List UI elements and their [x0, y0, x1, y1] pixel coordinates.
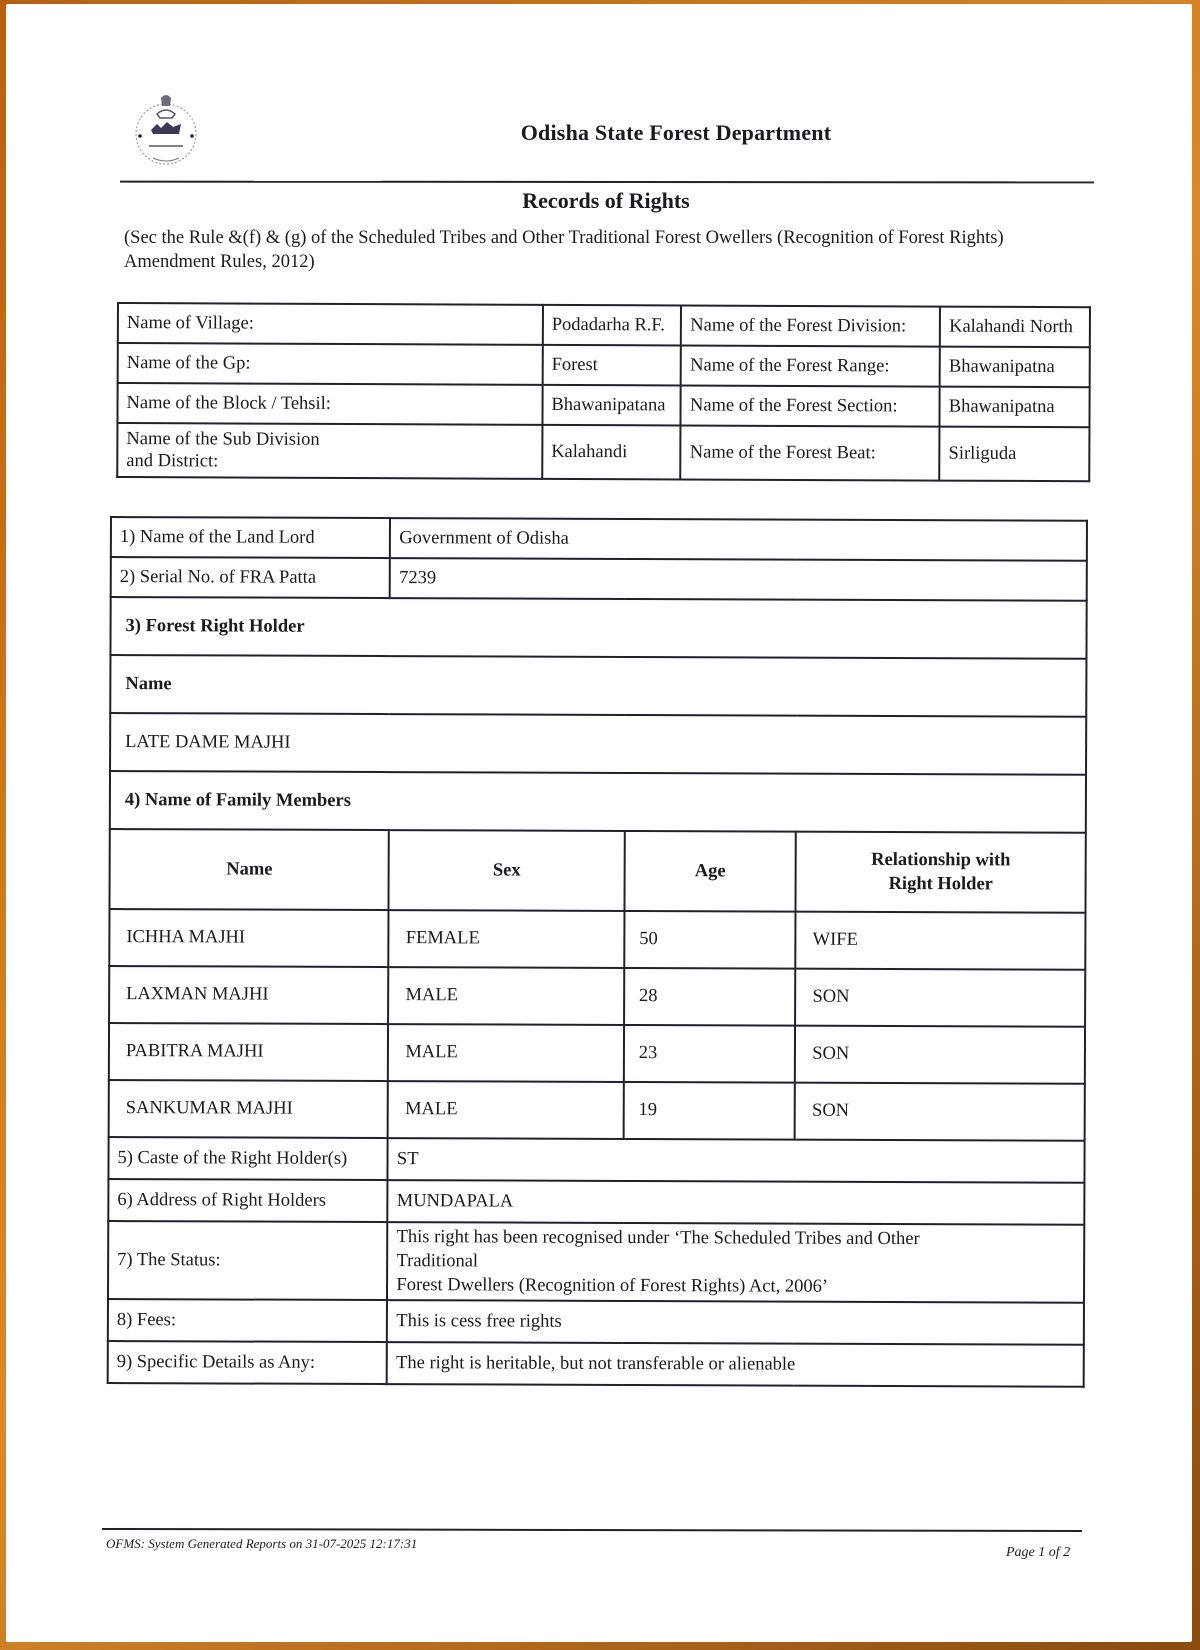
- location-row: [118, 343, 1090, 387]
- sub-division-label: Name of the Sub Division and District:: [117, 423, 542, 479]
- member-relationship: SON: [795, 1083, 1085, 1141]
- block-tehsil-label: Name of the Block / Tehsil:: [117, 383, 542, 425]
- status-value: [387, 1222, 1084, 1303]
- status-row: [108, 1221, 1084, 1303]
- member-relationship: WIFE: [796, 912, 1086, 970]
- land-lord-value: Government of Odisha: [390, 518, 1087, 561]
- forest-division-label: Name of the Forest Division:: [681, 305, 940, 346]
- address-row: [108, 1179, 1084, 1225]
- village-value: Podadarha R.F.: [543, 305, 682, 346]
- member-sex: FEMALE: [389, 910, 625, 968]
- records-table: [107, 516, 1088, 1388]
- document-subtitle: (Sec the Rule &(f) & (g) of the Scheduled Tribes and Other Traditional Forest Owellers (Recognition of Forest Rights) Amendment Rules, 2012): [124, 228, 1004, 272]
- department-name: Odisha State Forest Department: [520, 120, 832, 145]
- family-section-heading: 4) Name of Family Members: [110, 771, 1086, 833]
- family-member-row: [109, 909, 1085, 970]
- location-row: [117, 383, 1089, 427]
- village-label: Name of Village:: [118, 303, 543, 345]
- generated-timestamp: OFMS: System Generated Reports on 31-07-2025 12:17:31: [106, 1536, 418, 1551]
- member-sex: MALE: [388, 1024, 624, 1082]
- column-header-age: Age: [624, 831, 796, 912]
- column-header-sex: Sex: [389, 830, 625, 911]
- family-member-row: [109, 966, 1085, 1027]
- forest-range-value: Bhawanipatna: [940, 347, 1090, 388]
- serial-value: 7239: [390, 558, 1087, 601]
- fees-label: 8) Fees:: [108, 1299, 388, 1342]
- odisha-state-emblem-icon: [131, 92, 201, 168]
- family-member-row: [109, 1080, 1085, 1141]
- forest-beat-label: Name of the Forest Beat:: [681, 425, 940, 480]
- status-line: Forest Dwellers (Recognition of Forest Rights) Act, 2006’: [396, 1275, 829, 1297]
- forest-division-value: Kalahandi North: [940, 307, 1090, 348]
- details-row: [108, 1341, 1084, 1387]
- forest-beat-value: Sirliguda: [939, 427, 1089, 482]
- block-tehsil-value: Bhawanipatana: [542, 385, 681, 426]
- location-table: [116, 302, 1091, 482]
- family-section-row: [110, 771, 1086, 833]
- gp-value: Forest: [543, 345, 682, 386]
- land-lord-label: 1) Name of the Land Lord: [111, 517, 391, 558]
- caste-label: 5) Caste of the Right Holder(s): [108, 1137, 388, 1180]
- location-row: [117, 423, 1089, 481]
- member-sex: MALE: [388, 967, 624, 1025]
- member-relationship: SON: [795, 969, 1085, 1027]
- member-sex: MALE: [388, 1081, 624, 1139]
- land-lord-row: [111, 517, 1087, 561]
- column-header-name: Name: [109, 829, 389, 910]
- status-line: Traditional: [396, 1251, 479, 1272]
- member-age: 28: [624, 968, 796, 1026]
- document-page: [6, 4, 1192, 1642]
- serial-row: [111, 557, 1087, 601]
- forest-range-label: Name of the Forest Range:: [681, 345, 940, 386]
- holder-name-value: LATE DAME MAJHI: [110, 713, 1086, 775]
- caste-row: [108, 1137, 1084, 1183]
- document-title: Records of Rights: [522, 188, 690, 213]
- address-label: 6) Address of Right Holders: [108, 1179, 388, 1222]
- member-name: LAXMAN MAJHI: [109, 966, 389, 1024]
- location-row: [118, 303, 1090, 347]
- member-age: 19: [623, 1082, 795, 1140]
- forest-section-value: Bhawanipatna: [940, 387, 1090, 428]
- forest-section-label: Name of the Forest Section:: [681, 385, 940, 426]
- member-age: 50: [624, 911, 796, 969]
- holder-name-label-row: [110, 655, 1086, 717]
- holder-section-heading: 3) Forest Right Holder: [110, 597, 1086, 659]
- caste-value: ST: [388, 1138, 1085, 1183]
- address-value: MUNDAPALA: [388, 1180, 1085, 1225]
- footer-divider: [102, 1528, 1082, 1532]
- fees-value: This is cess free rights: [387, 1300, 1084, 1345]
- member-name: SANKUMAR MAJHI: [109, 1080, 389, 1138]
- holder-name-label: Name: [110, 655, 1086, 717]
- member-name: ICHHA MAJHI: [109, 909, 389, 967]
- holder-name-row: [110, 713, 1086, 775]
- member-name: PABITRA MAJHI: [109, 1023, 389, 1081]
- family-member-row: [109, 1023, 1085, 1084]
- details-label: 9) Specific Details as Any:: [108, 1341, 388, 1384]
- fees-row: [108, 1299, 1084, 1345]
- member-relationship: SON: [795, 1026, 1085, 1084]
- header-divider: [120, 181, 1094, 184]
- member-age: 23: [624, 1025, 796, 1083]
- family-header-row: [109, 829, 1085, 913]
- serial-label: 2) Serial No. of FRA Patta: [111, 557, 391, 598]
- status-label: 7) The Status:: [108, 1221, 388, 1300]
- column-header-relationship: Relationship with Right Holder: [796, 832, 1086, 913]
- holder-section-row: [110, 597, 1086, 659]
- gp-label: Name of the Gp:: [118, 343, 543, 385]
- details-value: The right is heritable, but not transferable or alienable: [387, 1342, 1084, 1387]
- sub-division-value: Kalahandi: [542, 425, 681, 480]
- page-number: Page 1 of 2: [1006, 1545, 1071, 1560]
- status-line: This right has been recognised under ‘The Scheduled Tribes and Other: [396, 1227, 920, 1250]
